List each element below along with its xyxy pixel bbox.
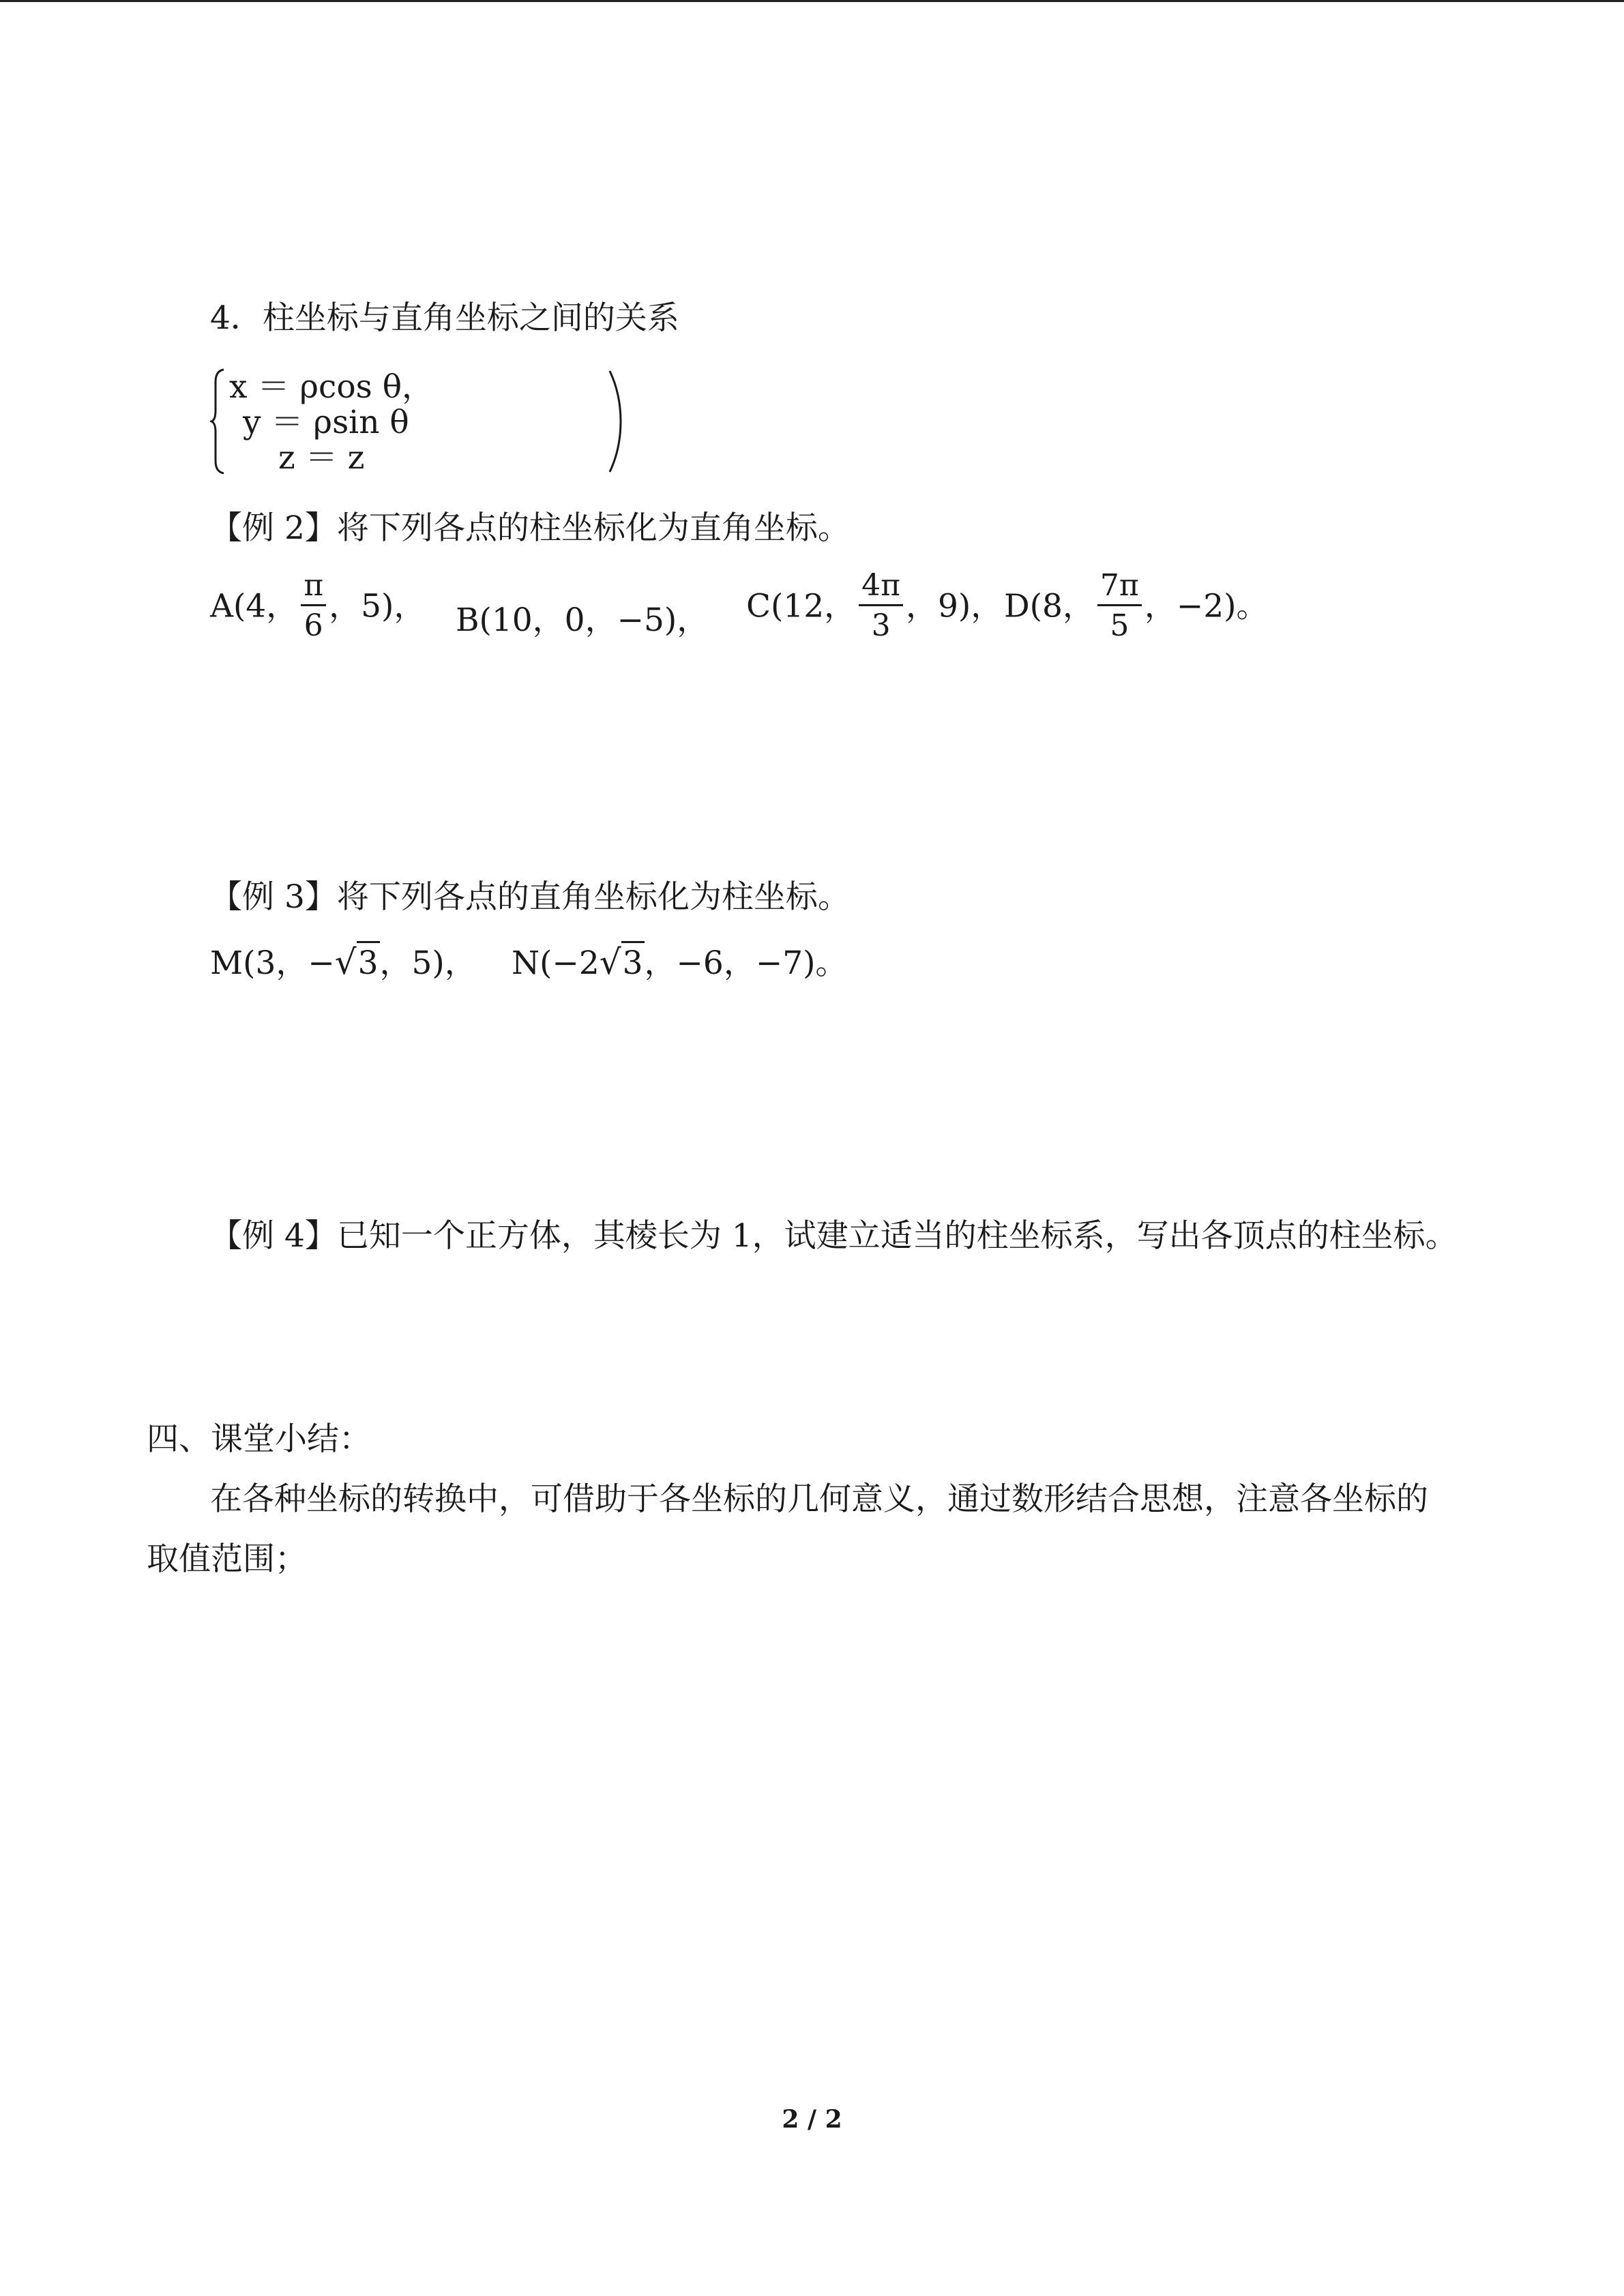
- fraction-numerator: 7π: [1097, 570, 1142, 606]
- fraction-denominator: 6: [304, 608, 323, 644]
- radical-sign: √: [334, 942, 357, 982]
- radical-sign: √: [599, 942, 621, 982]
- point-c-prefix: C(12，: [746, 587, 857, 625]
- square-root: [600, 944, 645, 982]
- equation-y: y ＝ ρsin θ: [243, 404, 409, 441]
- point-n-suffix: ，−6，−7)。: [644, 944, 848, 982]
- point-m-suffix: ，5)，: [379, 944, 477, 982]
- point-n: [512, 942, 848, 982]
- left-brace-symbol: [210, 367, 226, 476]
- equation-system: [210, 367, 442, 476]
- point-a-suffix: ，5)，: [329, 587, 426, 625]
- point-m: [210, 942, 477, 982]
- point-b: B(10，0，−5)，: [456, 601, 709, 639]
- radicand: 3: [357, 941, 380, 982]
- section-heading: 4．柱坐标与直角坐标之间的关系: [210, 299, 679, 337]
- example-3-title: 【例 3】将下列各点的直角坐标化为柱坐标。: [210, 878, 850, 916]
- point-c-suffix: ，9)，: [906, 587, 1003, 625]
- fraction-numerator: π: [301, 570, 326, 606]
- example-4-title: 【例 4】已知一个正方体，其棱长为 1，试建立适当的柱坐标系，写出各顶点的柱坐标。: [210, 1217, 1458, 1255]
- summary-line-2: 取值范围；: [147, 1540, 307, 1578]
- point-d-fraction: [1097, 570, 1142, 642]
- summary-heading: 四、课堂小结：: [147, 1420, 371, 1458]
- fraction-denominator: 5: [1110, 608, 1130, 644]
- point-c: [746, 568, 1003, 644]
- top-border-rule: [0, 0, 1624, 2]
- fraction-numerator: 4π: [859, 570, 903, 606]
- page-number: 2 / 2: [782, 2105, 842, 2134]
- point-a: [210, 568, 426, 644]
- point-a-fraction: [301, 570, 326, 642]
- point-d-suffix: ，−2)。: [1144, 587, 1269, 625]
- equation-z: z ＝ z: [278, 439, 365, 477]
- fraction-denominator: 3: [871, 608, 891, 644]
- point-n-prefix: N(−2: [512, 944, 600, 982]
- equation-x: x ＝ ρcos θ，: [229, 368, 434, 406]
- radicand: 3: [621, 941, 645, 982]
- point-d-prefix: D(8，: [1004, 587, 1095, 625]
- point-m-prefix: M(3，−: [210, 944, 335, 982]
- example-2-title: 【例 2】将下列各点的柱坐标化为直角坐标。: [210, 509, 850, 547]
- right-paren-symbol: [607, 367, 623, 476]
- summary-line-1: 在各种坐标的转换中，可借助于各坐标的几何意义，通过数形结合思想，注意各坐标的: [210, 1480, 1428, 1518]
- point-c-fraction: [859, 570, 903, 642]
- point-a-prefix: A(4，: [210, 587, 299, 625]
- point-d: [1004, 568, 1269, 644]
- square-root: [335, 944, 380, 982]
